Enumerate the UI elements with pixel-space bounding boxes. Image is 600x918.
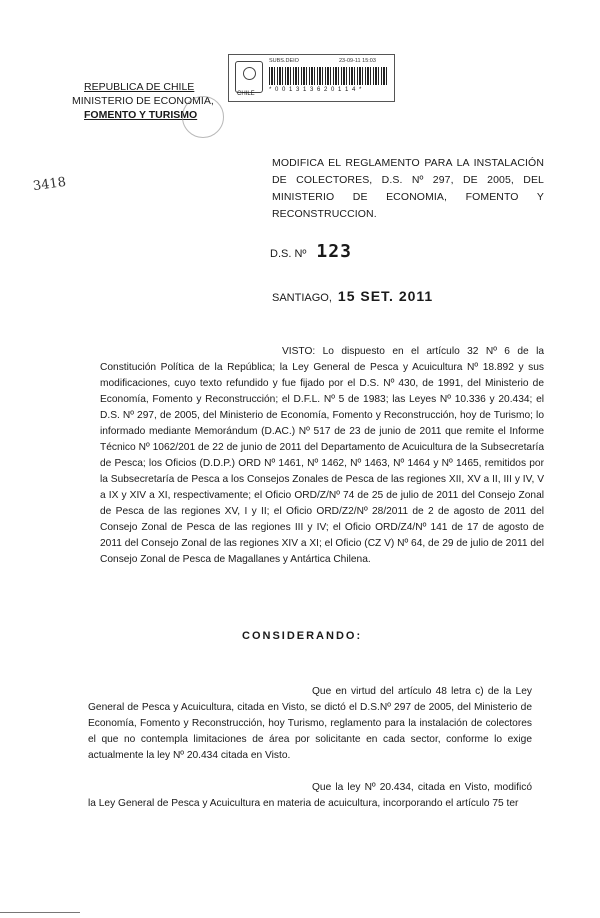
reception-stamp: [228, 54, 395, 102]
considerando-p1-text: Que en virtud del artículo 48 letra c) de la Ley General de Pesca y Acuicultura, citada en Visto, se dictó el D.S.Nº 297 de 2005, del Ministerio de Economía, Fomento y Reconstrucción, hoy Turismo, reglamento para la instalación de colectores el que no contempla limitaciones de área por solicitante en cada sector, conforme lo exige actualmente la ley Nº 20.434 citada en Visto.: [88, 686, 532, 761]
decree-number-value: 123: [316, 241, 352, 262]
place: SANTIAGO,: [272, 292, 332, 304]
visto-label: VISTO:: [282, 346, 316, 357]
header-ministry: MINISTERIO DE ECONOMIA,: [72, 95, 214, 107]
considerando-paragraph-2: [88, 780, 532, 812]
decree-number: [270, 241, 352, 262]
handwritten-number: 3418: [32, 174, 67, 195]
header-republic: REPUBLICA DE CHILE: [84, 81, 195, 93]
date: 15 SET. 2011: [337, 288, 434, 304]
considerando-p2-text: Que la ley Nº 20.434, citada en Visto, modificó la Ley General de Pesca y Acuicultura en materia de acuicultura, incorporando el artículo 75 ter: [88, 782, 532, 809]
barcode-number: * 0 0 1 3 1 3 6 2 0 1 1 4 *: [269, 87, 363, 93]
considerando-paragraph-1: [88, 684, 532, 764]
decree-title: MODIFICA EL REGLAMENTO PARA LA INSTALACIÓN DE COLECTORES, D.S. Nº 297, DE 2005, DEL MINISTERIO DE ECONOMIA, FOMENTO Y RECONSTRUCCION.: [272, 157, 544, 220]
place-date: [272, 288, 433, 304]
visto-text: Lo dispuesto en el artículo 32 Nº 6 de la Constitución Política de la República; la Ley General de Pesca y Acuicultura Nº 18.892 y sus modificaciones, cuyo texto refundido y fue fijado por el D.S. Nº 430, de 1991, del Ministerio de Economía, Fomento y Reconstrucción; el D.F.L. Nº 5 de 1983; las Leyes Nº 10.336 y 20.434; el D.S. Nº 297, de 2005, del Ministerio de Economía, Fomento y Reconstrucción, hoy de Turismo; lo informado mediante Memorándum (D.AC.) Nº 517 de 23 de junio de 2011 que remite el Informe Técnico Nº 1062/201 de 22 de junio de 2011 del Departamento de Acuicultura de la Subsecretaría de Pesca; los Oficios (D.D.P.) ORD Nº 1461, Nº 1462, Nº 1463, Nº 1464 y Nº 1465, remitidos por la Subsecretaría de Pesca a los Consejos Zonales de Pesca de las regiones XII, XV a II, III y IV, V a IX y XIV a XI, respectivamente; el Oficio ORD/Z/Nº 74 de 25 de julio de 2011 del Consejo Zonal de Pesca de las regiones XV, I y II; el Oficio ORD/Z2/Nº 28/2011 de 2 de agosto de 2011 del Consejo Zonal de Pesca de las regiones III y IV; el Oficio ORD/Z4/Nº 141 de 17 de agosto de 2011 del Consejo Zonal de las regiones XIV a XI; el Oficio (CZ V) Nº 64, de 29 de julio de 2011 del Consejo Zonal de Pesca de Magallanes y Antártica Chilena.: [100, 346, 544, 565]
barcode-icon: [269, 67, 387, 85]
decree-label: D.S. Nº: [270, 248, 307, 260]
footer-divider: [0, 912, 80, 913]
considerando-heading: CONSIDERANDO:: [242, 630, 363, 642]
chile-seal-icon: [235, 61, 263, 93]
ministry-seal-icon: [182, 96, 224, 138]
stamp-code-right: 23-09-11 15:03: [339, 58, 376, 64]
stamp-code-left: SUBS.DEIO: [269, 58, 299, 64]
header-ministry-2: FOMENTO Y TURISMO: [84, 109, 198, 121]
seal-label: CHILE: [237, 91, 255, 97]
visto-paragraph: [100, 344, 544, 568]
